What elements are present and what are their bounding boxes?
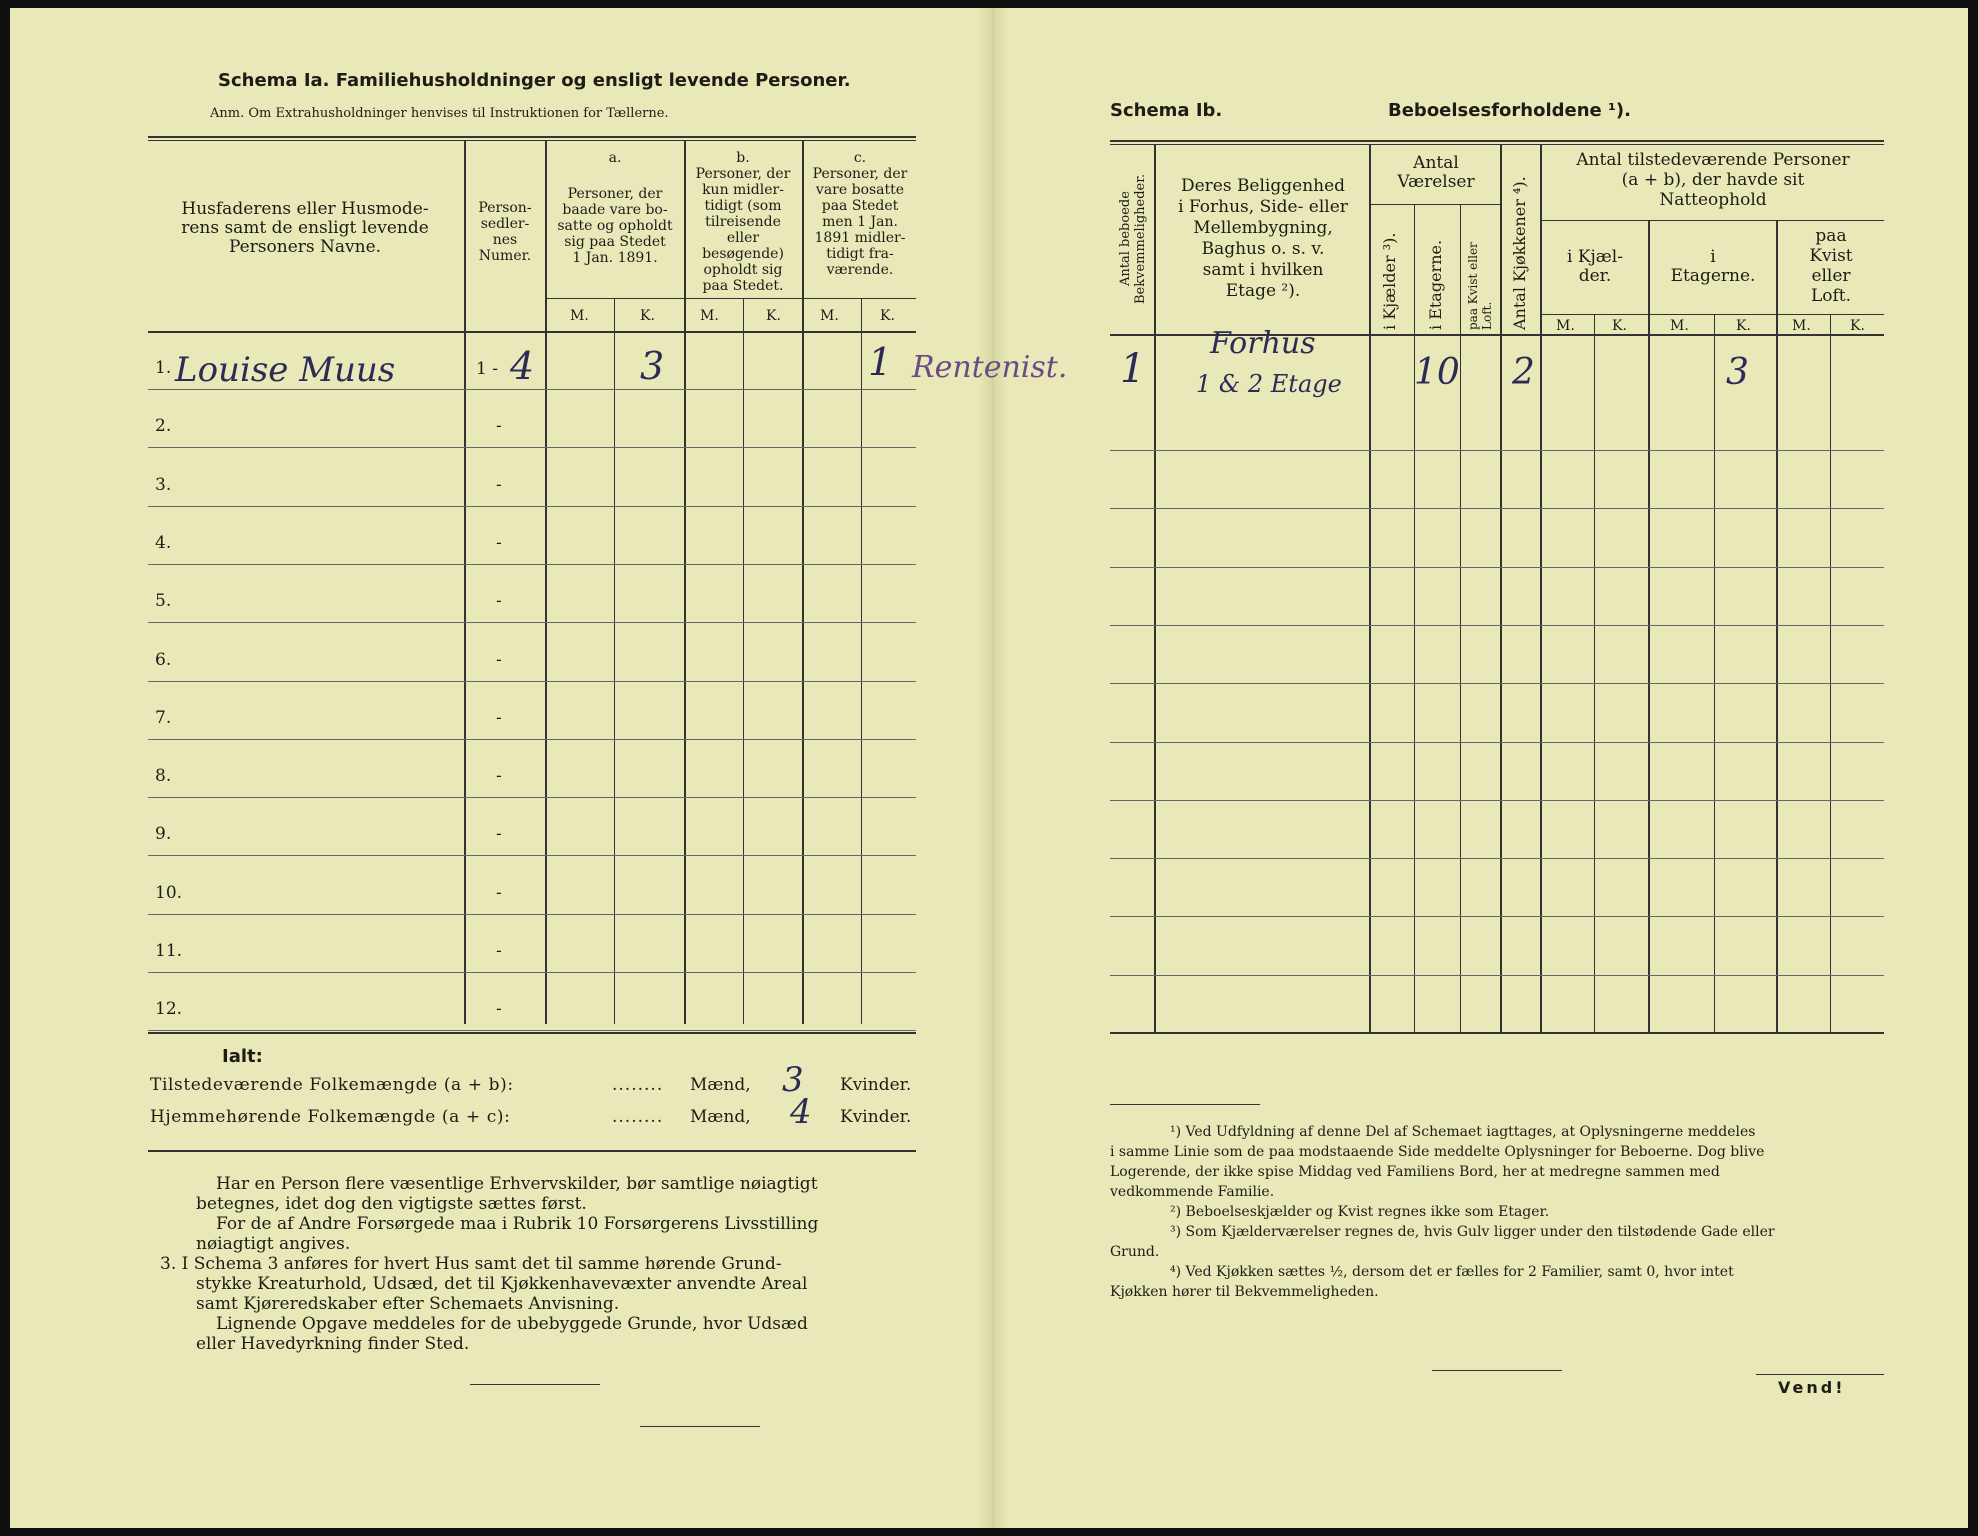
row-dash: - <box>496 649 502 670</box>
row-line <box>1110 742 1884 743</box>
column-line <box>1154 144 1156 1034</box>
row-number: 6. <box>155 649 172 670</box>
row-line <box>1110 450 1884 451</box>
header-vaerelser: Antal Værelser <box>1397 153 1475 192</box>
column-line <box>545 140 547 1024</box>
rule <box>1432 1370 1562 1371</box>
row-line <box>1110 625 1884 626</box>
ialt-label: Ialt: <box>222 1046 263 1067</box>
header-kjokkener: Antal Kjøkkener ⁴). <box>1510 176 1529 330</box>
column-line <box>1414 204 1415 1034</box>
handwritten-kjokkener: 2 <box>1512 352 1535 393</box>
handwritten-number: 4 <box>510 344 535 388</box>
rule <box>1110 1032 1884 1034</box>
rule <box>148 1150 916 1152</box>
column-line <box>1830 314 1831 1034</box>
handwritten-etagerne-k: 3 <box>1726 352 1749 393</box>
header-b-k: K. <box>766 308 781 324</box>
column-line <box>743 298 744 1024</box>
header-kj-k: K. <box>1612 318 1627 334</box>
schema-1a-title: Schema Ia. Familiehusholdninger og ensligt levende Personer. <box>218 70 851 91</box>
schema-1b-title: Schema Ib. <box>1110 100 1223 121</box>
page-fold <box>978 8 1008 1528</box>
rule <box>1110 144 1884 145</box>
row-line <box>148 855 916 856</box>
column-line <box>464 140 466 1024</box>
row-dash: - <box>496 707 502 728</box>
header-i-kjaelder: i Kjælder ³). <box>1380 232 1399 330</box>
row-dash: - <box>496 941 502 961</box>
header-lo-m: M. <box>1792 318 1811 334</box>
header-col-a: a. Personer, der baade vare bo- satte og opholdt sig paa Stedet 1 Jan. 1891. <box>557 150 673 266</box>
header-i-etagerne: i Etagerne. <box>1426 239 1445 330</box>
rule <box>148 331 916 333</box>
tilstede-label: Tilstedeværende Folkemængde (a + b): <box>150 1075 514 1095</box>
footnotes: ¹) Ved Udfyldning af denne Del af Schemaet iagttages, at Oplysningerne meddeles i samme Linie som de paa modstaaende Side meddelte Oplysninger for Beboerne. Dog blive Logerende, der ikke spise Middag ved Familiens Bord, her at medregne sammen med vedkommende Familie. ²) Beboelseskjælder og Kvist regnes ikke som Etager. ³) Som Kjælderværelser regnes de, hvis Gulv ligger under den tilstødende Gade eller Grund. ⁴) Ved Kjøkken sættes ½, dersom det er fælles for 2 Familier, samt 0, hvor intet Kjøkken hører til Bekvemmeligheden. <box>1110 1124 1775 1300</box>
header-c-k: K. <box>880 308 895 324</box>
row-line <box>1110 567 1884 568</box>
row-line <box>148 506 916 507</box>
row-number: 11. <box>155 941 183 961</box>
header-kj-m: M. <box>1556 318 1575 334</box>
column-line <box>1714 314 1715 1034</box>
column-line <box>1500 144 1502 1034</box>
handwritten-forhus: Forhus <box>1210 326 1316 361</box>
column-line <box>614 298 615 1024</box>
header-b-m: M. <box>700 308 719 324</box>
tilstede-dots: ........ <box>612 1075 664 1095</box>
hjemme-dots: ........ <box>612 1107 664 1127</box>
anm-note: Anm. Om Extrahusholdninger henvises til Instruktionen for Tællerne. <box>210 106 669 121</box>
header-number: Person- sedler- nes Numer. <box>478 200 532 264</box>
handwritten-etage: 1 & 2 Etage <box>1196 370 1342 398</box>
rule <box>640 1426 760 1427</box>
header-paa-kvist: paa Kvist eller Loft. <box>1466 242 1494 330</box>
header-i-etagerne-group: i Etagerne. <box>1670 247 1756 286</box>
header-a-m: M. <box>570 308 589 324</box>
handwritten-name: Louise Muus <box>175 350 396 390</box>
hjemme-label: Hjemmehørende Folkemængde (a + c): <box>150 1107 511 1127</box>
vend-label: Vend! <box>1778 1378 1846 1397</box>
row-number: 2. <box>155 416 172 437</box>
header-antal-beboede: Antal beboede Bekvemmeligheder. <box>1118 173 1148 305</box>
row-line <box>148 914 916 915</box>
header-tilstede: Antal tilstedeværende Personer (a + b), der havde sit Natteophold <box>1576 150 1850 210</box>
row-line <box>148 739 916 740</box>
row-number: 8. <box>155 766 172 787</box>
row-line <box>148 1030 916 1031</box>
row-number: 4. <box>155 532 172 553</box>
tilstede-kvinder: Kvinder. <box>840 1075 912 1095</box>
header-a-k: K. <box>640 308 655 324</box>
hjemme-maend: Mænd, <box>690 1107 751 1127</box>
column-line <box>1648 220 1650 1034</box>
handwritten-occupation: Rentenist. <box>912 350 1068 385</box>
row-line <box>1110 800 1884 801</box>
header-col-b: b. Personer, der kun midler- tidigt (som tilreisende eller besøgende) opholdt sig paa Stedet. <box>695 150 791 294</box>
rule <box>1540 314 1884 315</box>
rule <box>1756 1374 1884 1375</box>
row-number: 3. <box>155 474 172 495</box>
rule <box>148 136 916 138</box>
row-number: 12. <box>155 999 183 1020</box>
row-line <box>148 797 916 798</box>
instructions: Har en Person flere væsentlige Erhvervskilder, bør samtlige nøiagtigt betegnes, idet dog den vigtigste sættes først. For de af Andre Forsørgede maa i Rubrik 10 Forsørgerens Livsstilling nøiagtigt angives. 3. I Schema 3 anføres for hvert Hus samt det til samme hørende Grund- stykke Kreaturhold, Udsæd, det til Kjøkkenhavevæxter anvendte Areal samt Kjøreredskaber efter Schemaets Anvisning. Lignende Opgave meddeles for de ubebyggede Grunde, hvor Udsæd eller Havedyrkning finder Sted. <box>160 1174 819 1354</box>
schema-1b-subtitle: Beboelsesforholdene ¹). <box>1388 100 1631 121</box>
row-dash: - <box>496 532 502 553</box>
column-line <box>1594 314 1595 1034</box>
header-col-c: c. Personer, der vare bosatte paa Stedet men 1 Jan. 1891 midler- tidigt fra- værende. <box>812 150 908 278</box>
header-c-m: M. <box>820 308 839 324</box>
handwritten-c-m: 1 <box>868 340 893 384</box>
row-line <box>1110 508 1884 509</box>
column-line <box>1369 144 1371 1034</box>
tilstede-maend: Mænd, <box>690 1075 751 1095</box>
row-line <box>148 972 916 973</box>
row-number: 7. <box>155 707 172 728</box>
row-line <box>148 681 916 682</box>
row-dash: - <box>496 882 502 903</box>
row-line <box>1110 975 1884 976</box>
number-prefix: 1 - <box>476 359 498 379</box>
row-number: 10. <box>155 882 183 903</box>
row-dash: - <box>496 999 502 1020</box>
header-et-k: K. <box>1736 318 1751 334</box>
rule <box>1110 1104 1260 1105</box>
row-dash: - <box>496 766 502 787</box>
rule <box>470 1384 600 1385</box>
row-dash: - <box>496 591 502 612</box>
header-i-kjaelder-group: i Kjæl- der. <box>1567 247 1623 286</box>
rule <box>148 140 916 141</box>
header-lo-k: K. <box>1850 318 1865 334</box>
rule <box>1370 204 1500 205</box>
handwritten-a-k: 3 <box>640 344 665 388</box>
row-number: 1. <box>155 358 172 378</box>
column-line <box>1460 204 1461 1034</box>
row-number: 5. <box>155 591 172 612</box>
header-beliggenhed: Deres Beliggenhed i Forhus, Side- eller Mellembygning, Baghus o. s. v. samt i hvilken Etage ²). <box>1178 176 1348 301</box>
column-line <box>861 298 862 1024</box>
row-line <box>1110 683 1884 684</box>
row-number: 9. <box>155 824 172 845</box>
row-dash: - <box>496 416 502 437</box>
header-et-m: M. <box>1670 318 1689 334</box>
row-line <box>148 622 916 623</box>
header-names: Husfaderens eller Husmode- rens samt de ensligt levende Personers Navne. <box>181 199 429 257</box>
header-paa-kvist-group: paa Kvist eller Loft. <box>1809 226 1853 306</box>
rule <box>1110 140 1884 142</box>
rule <box>148 1032 916 1034</box>
handwritten-antal: 1 <box>1120 346 1146 392</box>
hjemme-value: 4 <box>790 1092 812 1132</box>
row-dash: - <box>496 824 502 845</box>
row-line <box>1110 858 1884 859</box>
handwritten-etagerne: 10 <box>1414 352 1460 393</box>
row-line <box>1110 916 1884 917</box>
hjemme-kvinder: Kvinder. <box>840 1107 912 1127</box>
tilstede-value: 3 <box>782 1060 804 1100</box>
row-line <box>148 447 916 448</box>
row-dash: - <box>496 474 502 495</box>
rule <box>1540 220 1884 221</box>
row-line <box>148 564 916 565</box>
column-line <box>1776 220 1778 1034</box>
